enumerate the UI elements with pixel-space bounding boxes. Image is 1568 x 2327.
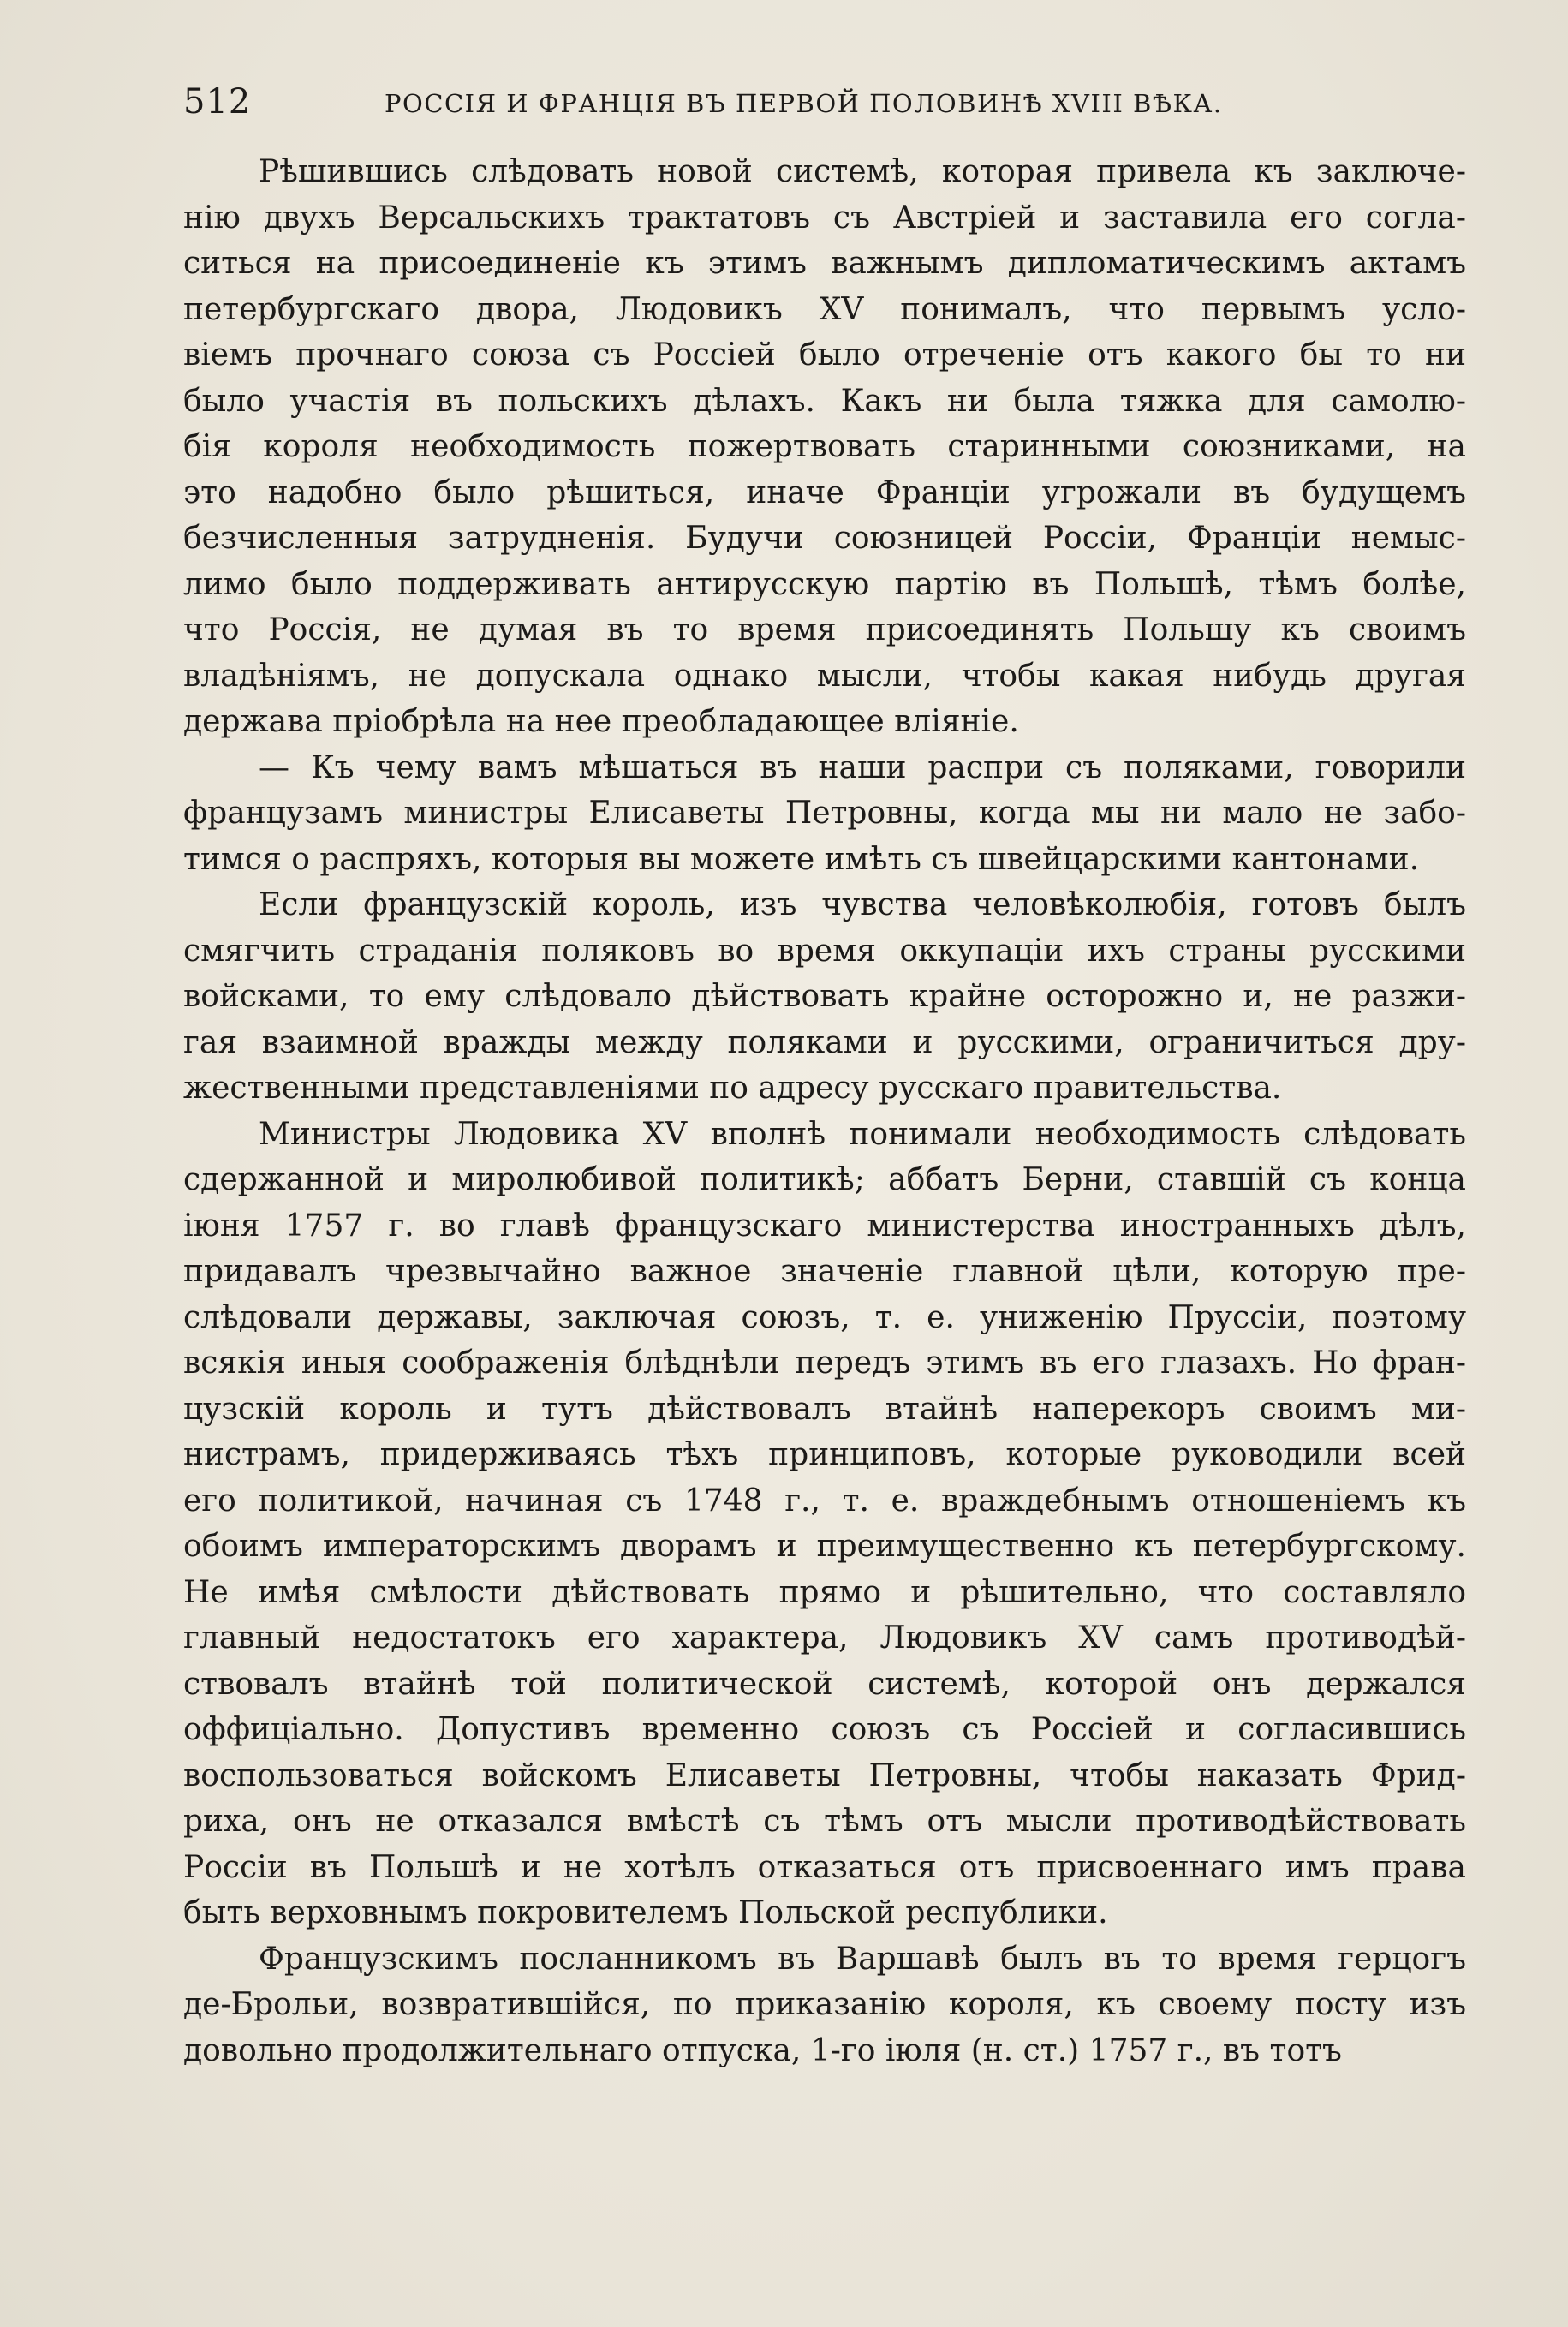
paragraph xyxy=(183,149,1466,745)
text-line: слѣдовали державы, заключая союзъ, т. е. униженію Пруссіи, поэтому xyxy=(183,1299,1466,1335)
text-line: ситься на присоединеніе къ этимъ важнымъ дипломатическимъ актамъ xyxy=(183,246,1466,281)
text-line: смягчить страданія поляковъ во время оккупаціи ихъ страны русскими xyxy=(183,933,1466,969)
text-line: — Къ чему вамъ мѣшаться въ наши распри съ поляками, говорили xyxy=(259,749,1466,785)
text-line: французамъ министры Елисаветы Петровны, когда мы ни мало не забо- xyxy=(183,796,1466,831)
text-line: войсками, то ему слѣдовало дѣйствовать крайне осторожно и, не разжи- xyxy=(183,979,1466,1014)
text-line: Рѣшившись слѣдовать новой системѣ, которая привела къ заключе- xyxy=(259,154,1466,189)
text-line: нію двухъ Версальскихъ трактатовъ съ Австріей и заставила его согла- xyxy=(183,200,1466,236)
text-line: бія короля необходимость пожертвовать старинными союзниками, на xyxy=(183,429,1466,464)
paragraph xyxy=(183,1936,1466,2074)
page-number: 512 xyxy=(183,82,252,122)
text-line: было участія въ польскихъ дѣлахъ. Какъ ни была тяжка для самолю- xyxy=(183,383,1466,419)
text-line: быть верховнымъ покровителемъ Польской республики. xyxy=(183,1895,1108,1930)
text-line: віемъ прочнаго союза съ Россіей было отреченіе отъ какого бы то ни xyxy=(183,337,1466,373)
text-line: придавалъ чрезвычайно важное значеніе главной цѣли, которую пре- xyxy=(183,1254,1466,1289)
text-line: гая взаимной вражды между поляками и русскими, ограничиться дру- xyxy=(183,1024,1466,1060)
text-line: сдержанной и миролюбивой политикѣ; аббатъ Берни, ставшій съ конца xyxy=(183,1162,1466,1197)
text-line: Если французскій король, изъ чувства человѣколюбія, готовъ былъ xyxy=(259,887,1466,922)
text-line: нистрамъ, придерживаясь тѣхъ принциповъ, которые руководили всей xyxy=(183,1437,1466,1472)
text-line: воспользоваться войскомъ Елисаветы Петровны, чтобы наказать Фрид- xyxy=(183,1757,1466,1793)
paragraph xyxy=(183,882,1466,1112)
text-line: обоимъ императорскимъ дворамъ и преимущественно къ петербургскому. xyxy=(183,1529,1466,1564)
text-line: держава пріобрѣла на нее преобладающее вліяніе. xyxy=(183,704,1019,739)
text-line: его политикой, начиная съ 1748 г., т. е. враждебнымъ отношеніемъ къ xyxy=(183,1483,1466,1519)
text-line: безчисленныя затрудненія. Будучи союзницей Россіи, Франціи немыс- xyxy=(183,521,1466,556)
text-line: де-Брольи, возвратившійся, по приказанію короля, къ своему посту изъ xyxy=(183,1987,1466,2022)
text-line: лимо было поддерживать антирусскую партію въ Польшѣ, тѣмъ болѣе, xyxy=(183,566,1466,602)
text-line: петербургскаго двора, Людовикъ XV понималъ, что первымъ усло- xyxy=(183,291,1466,327)
text-line: Французскимъ посланникомъ въ Варшавѣ былъ въ то время герцогъ xyxy=(259,1941,1466,1977)
text-line: ствовалъ втайнѣ той политической системѣ, которой онъ держался xyxy=(183,1666,1466,1702)
text-line: владѣніямъ, не допускала однако мысли, чтобы какая нибудь другая xyxy=(183,658,1466,694)
text-line: Министры Людовика XV вполнѣ понимали необходимость слѣдовать xyxy=(259,1116,1466,1152)
page-header xyxy=(183,82,1288,134)
running-head: РОССІЯ И ФРАНЦІЯ ВЪ ПЕРВОЙ ПОЛОВИНѢ XVIII ВѢКА. xyxy=(385,89,1223,118)
paragraph xyxy=(183,745,1466,883)
text-line: риха, онъ не отказался вмѣстѣ съ тѣмъ отъ мысли противодѣйствовать xyxy=(183,1804,1466,1839)
text-line: цузскій король и тутъ дѣйствовалъ втайнѣ наперекоръ своимъ ми- xyxy=(183,1391,1466,1427)
text-line: Россіи въ Польшѣ и не хотѣлъ отказаться отъ присвоеннаго имъ права xyxy=(183,1849,1466,1885)
text-line: это надобно было рѣшиться, иначе Франціи угрожали въ будущемъ xyxy=(183,474,1466,510)
text-line: жественными представленіями по адресу русскаго правительства. xyxy=(183,1071,1282,1106)
body-text xyxy=(183,149,1466,2073)
text-line: Не имѣя смѣлости дѣйствовать прямо и рѣшительно, что составляло xyxy=(183,1574,1466,1610)
text-line: іюня 1757 г. во главѣ французскаго министерства иностранныхъ дѣлъ, xyxy=(183,1208,1466,1244)
text-line: всякія иныя соображенія блѣднѣли передъ этимъ въ его глазахъ. Но фран- xyxy=(183,1345,1466,1381)
text-line: что Россія, не думая въ то время присоединять Польшу къ своимъ xyxy=(183,612,1466,647)
paragraph xyxy=(183,1112,1466,1936)
text-line: главный недостатокъ его характера, Людовикъ XV самъ противодѣй- xyxy=(183,1620,1466,1656)
text-line: оффиціально. Допустивъ временно союзъ съ Россіей и согласившись xyxy=(183,1712,1466,1747)
text-line: тимся о распряхъ, которыя вы можете имѣть съ швейцарскими кантонами. xyxy=(183,841,1420,877)
text-line: довольно продолжительнаго отпуска, 1-го іюля (н. ст.) 1757 г., въ тотъ xyxy=(183,2032,1342,2068)
